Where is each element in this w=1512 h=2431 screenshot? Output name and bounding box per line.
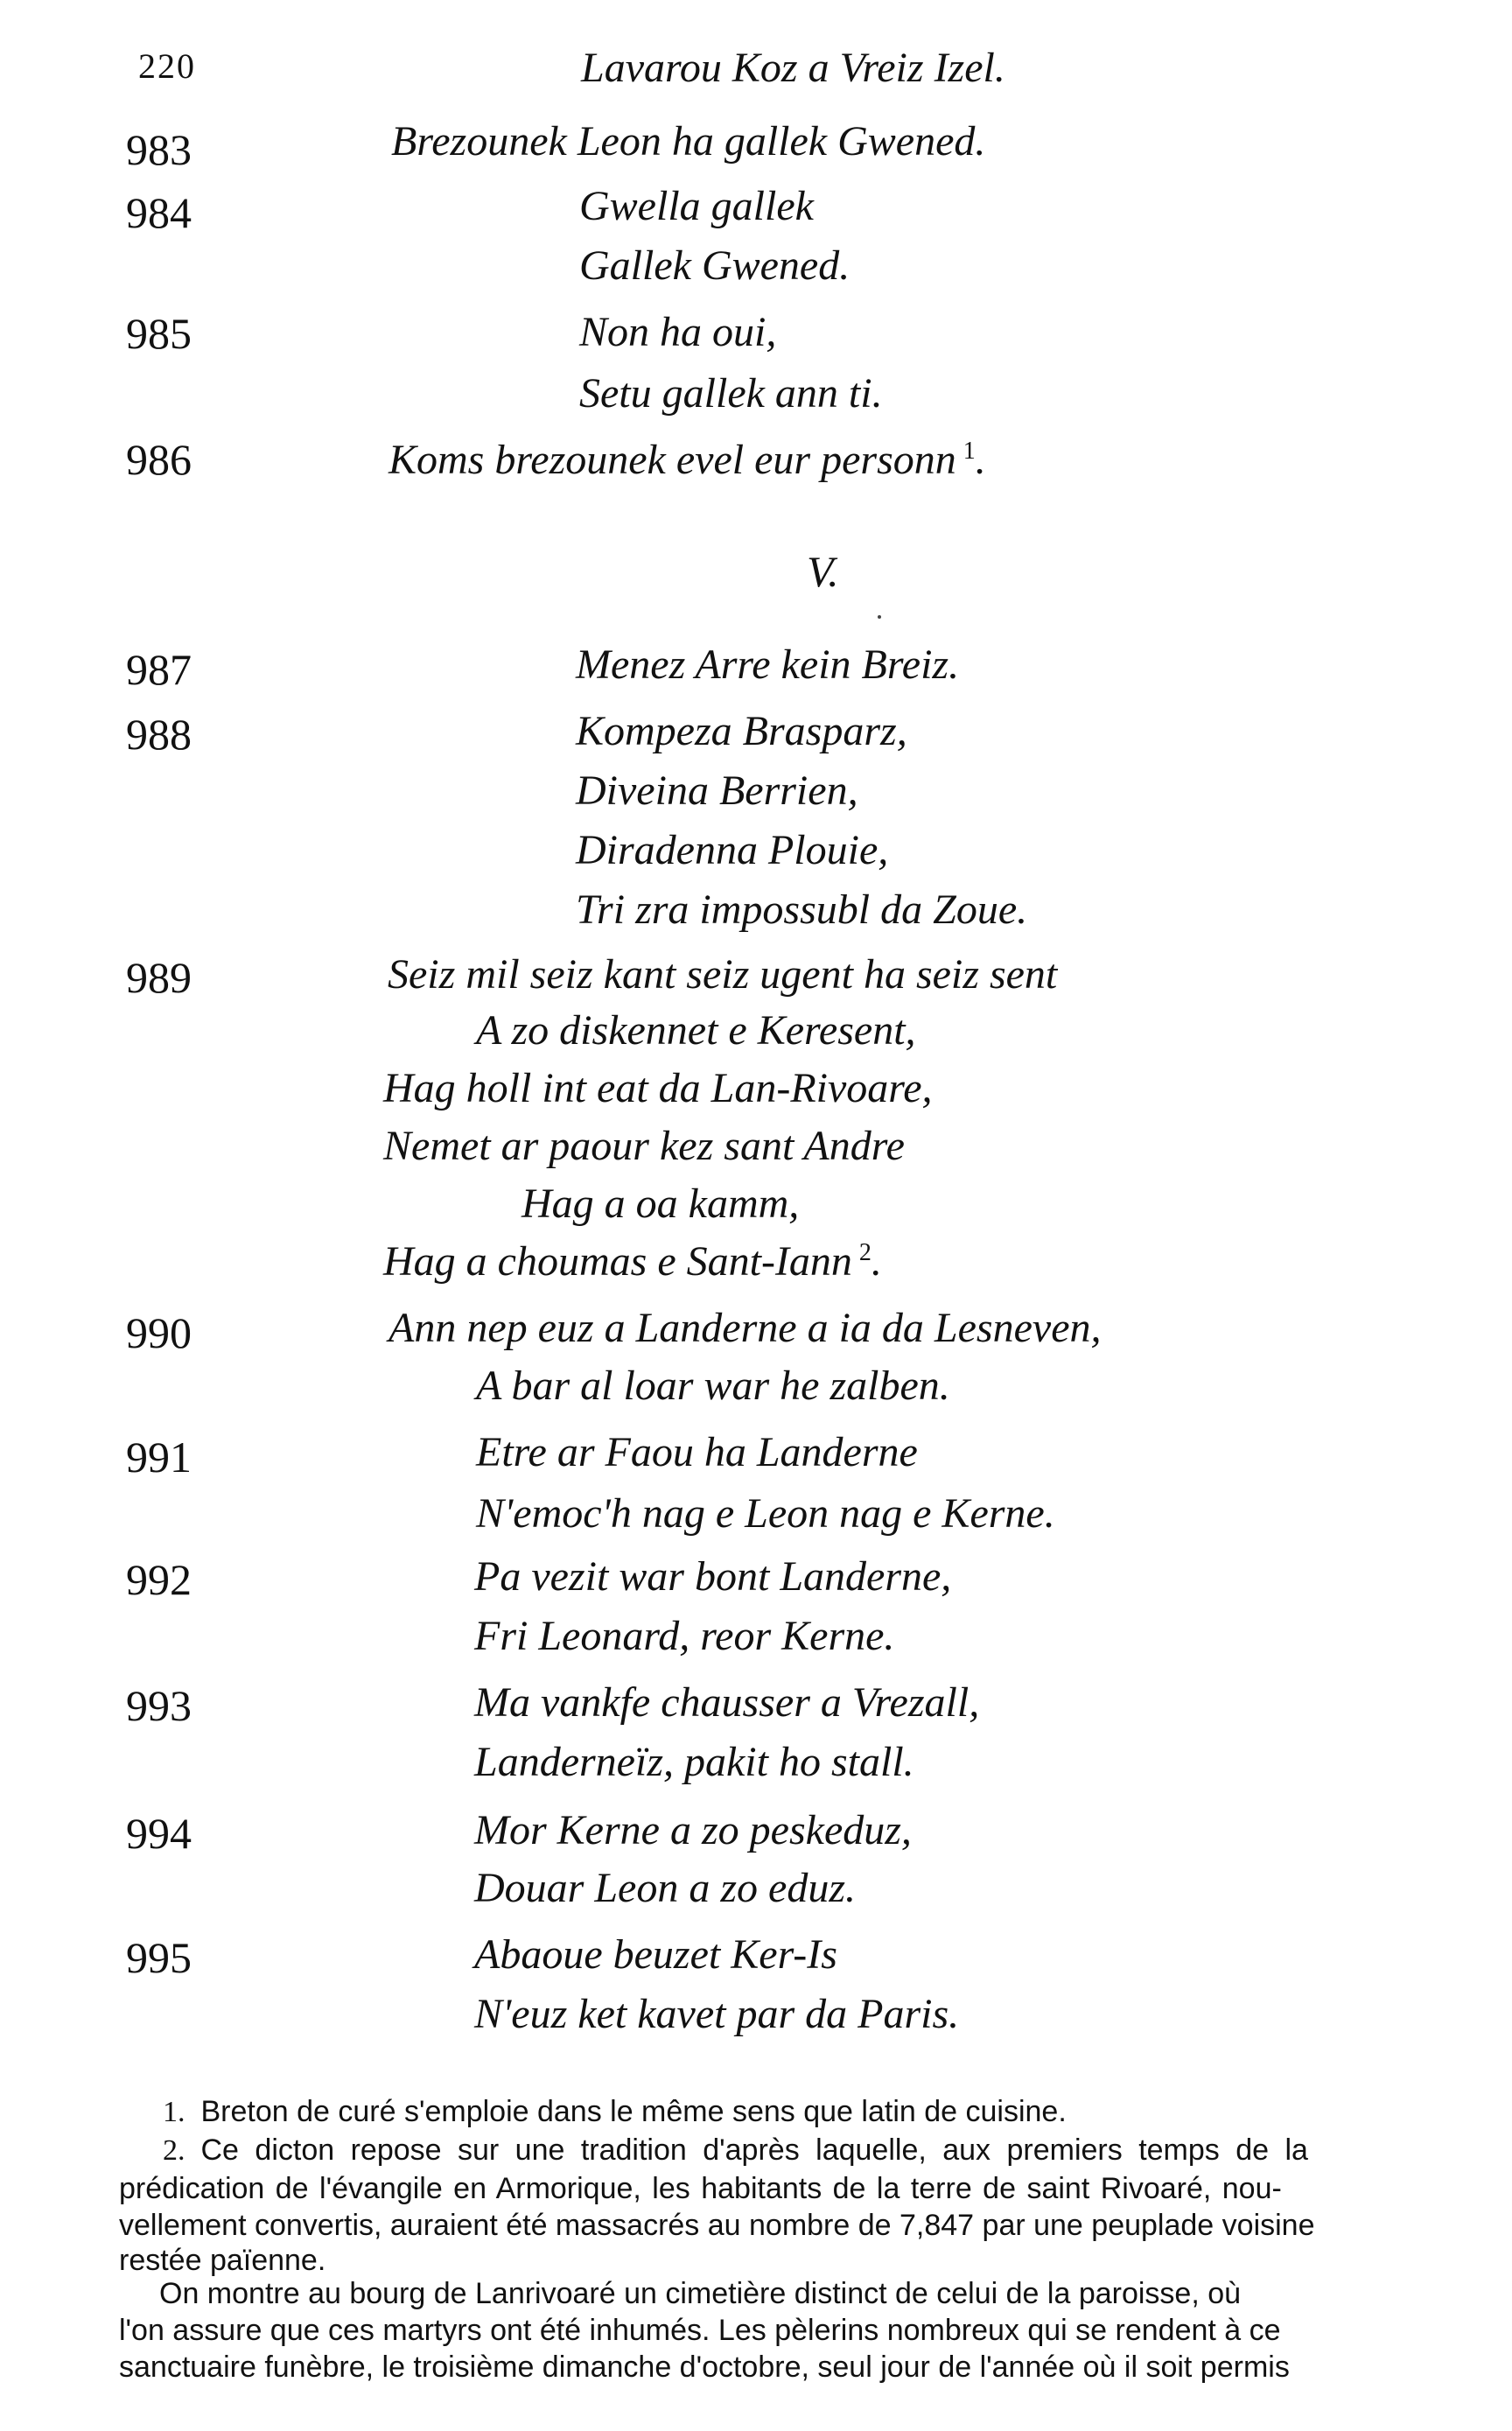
entry-number: 994 [126,1809,192,1858]
print-speck [878,615,881,619]
entry-number: 988 [126,710,192,759]
verse-line: Abaoue beuzet Ker-Is [474,1931,837,1978]
footnote-paragraph-line: On montre au bourg de Lanrivoaré un cimetière distinct de celui de la paroisse, où [159,2277,1242,2310]
verse-line: A bar al loar war he zalben. [476,1363,950,1409]
verse-line: Douar Leon a zo eduz. [474,1865,857,1911]
verse-line: Diveina Berrien, [576,767,858,814]
verse-line: A zo diskennet e Keresent, [476,1007,916,1054]
verse-line [388,439,986,481]
footnote-number: 2. [163,2134,186,2167]
entry-number: 986 [126,435,192,484]
verse-line: Non ha oui, [579,309,777,355]
verse-line: N'euz ket kavet par da Paris. [474,1991,960,2037]
entry-number: 989 [126,953,192,1002]
entry-number: 991 [126,1433,192,1482]
verse-end-punctuation: . [871,1238,882,1285]
entry-number: 987 [126,645,192,694]
entry-number: 990 [126,1308,192,1357]
footnote-paragraph-line: sanctuaire funèbre, le troisième dimanche d'octobre, seul jour de l'année où il soit permis [119,2350,1290,2384]
verse-text: Hag a choumas e Sant-Iann [383,1238,852,1285]
verse-line: Kompeza Brasparz, [576,708,907,754]
footnote-number: 1. [163,2096,186,2128]
entry-number: 995 [126,1933,192,1982]
entry-number: 983 [126,125,192,174]
verse-line: Ann nep euz a Landerne a ia da Lesneven, [388,1305,1102,1351]
entry-number: 992 [126,1555,192,1604]
verse-line: Diradenna Plouie, [576,827,889,873]
section-heading: V. [807,547,839,596]
verse-text: Koms brezounek evel eur personn [388,437,956,483]
verse-line: Setu gallek ann ti. [579,370,883,417]
footnote-2 [163,2135,1308,2166]
footnote-paragraph-line: l'on assure que ces martyrs ont été inhumés. Les pèlerins nombreux qui se rendent à ce [119,2314,1281,2347]
verse-line: Hag a oa kamm, [522,1180,800,1227]
footnote-text: Ce dicton repose sur une tradition d'après laquelle, aux premiers temps de la [200,2133,1308,2167]
footnote-text-line: restée païenne. [119,2244,326,2277]
footnote-text: Breton de curé s'emploie dans le même sens que latin de cuisine. [200,2095,1067,2128]
footnote-reference-marker: 2 [858,1239,872,1266]
verse-line: Etre ar Faou ha Landerne [476,1429,918,1475]
verse-line: Landerneïz, pakit ho stall. [474,1739,914,1785]
footnote-text-line: vellement convertis, auraient été massacrés au nombre de 7,847 par une peuplade voisine [119,2209,1315,2242]
verse-line: Nemet ar paour kez sant Andre [383,1123,905,1169]
verse-line: Menez Arre kein Breiz. [576,641,960,688]
verse-line: Seiz mil seiz kant seiz ugent ha seiz sent [388,951,1058,998]
footnote-reference-marker: 1 [962,438,976,465]
verse-line: Tri zra impossubl da Zoue. [576,886,1028,933]
verse-line: Fri Leonard, reor Kerne. [474,1613,895,1659]
verse-line: Mor Kerne a zo peskeduz, [474,1807,912,1853]
verse-end-punctuation: . [975,437,986,483]
verse-line: Gallek Gwened. [579,242,850,289]
verse-line: Hag holl int eat da Lan-Rivoare, [383,1065,933,1111]
entry-number: 985 [126,309,192,358]
verse-line [383,1238,882,1285]
footnote-text-line: prédication de l'évangile en Armorique, les habitants de la terre de saint Rivoaré, nou- [119,2172,1282,2205]
page-number: 220 [138,46,196,86]
footnote-1 [163,2097,1067,2127]
verse-line: Gwella gallek [579,183,814,229]
verse-line: N'emoc'h nag e Leon nag e Kerne. [476,1490,1055,1537]
verse-line: Pa vezit war bont Landerne, [474,1553,952,1600]
entry-number: 984 [126,188,192,237]
running-head: Lavarou Koz a Vreiz Izel. [581,45,1005,91]
verse-line: Ma vankfe chausser a Vrezall, [474,1679,980,1726]
entry-number: 993 [126,1681,192,1730]
verse-line: Brezounek Leon ha gallek Gwened. [391,118,986,165]
